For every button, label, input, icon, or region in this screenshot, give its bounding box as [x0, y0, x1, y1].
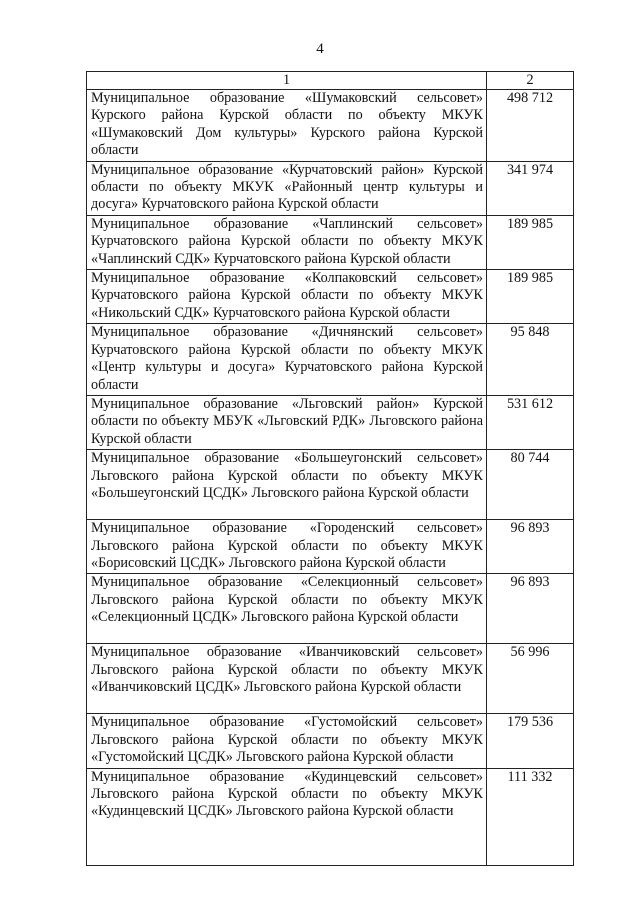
row-amount: 179 536: [487, 714, 574, 768]
column-header-description: 1: [87, 72, 487, 90]
row-amount: 56 996: [487, 644, 574, 714]
row-amount: 80 744: [487, 450, 574, 520]
row-amount: 96 893: [487, 574, 574, 644]
row-description: Муниципальное образование «Кудинцевский сельсовет» Льговского района Курской области по объекту МКУК «Кудинцевский ЦСДК» Льговского района Курской области: [87, 768, 487, 865]
row-amount: 189 985: [487, 215, 574, 269]
table-row: [87, 395, 574, 449]
row-description: Муниципальное образование «Шумаковский сельсовет» Курского района Курской области по объекту МКУК «Шумаковский Дом культуры» Курского района Курской области: [87, 90, 487, 162]
table-row: [87, 270, 574, 324]
table-row: [87, 450, 574, 520]
row-description: Муниципальное образование «Дичнянский сельсовет» Курчатовского района Курской области по объекту МКУК «Центр культуры и досуга» Курчатовского района Курской области: [87, 324, 487, 396]
row-amount: 498 712: [487, 90, 574, 162]
table-header-row: [87, 72, 574, 90]
page-number: 4: [316, 41, 324, 57]
row-description: Муниципальное образование «Большеугонский сельсовет» Льговского района Курской области по объекту МКУК «Большеугонский ЦСДК» Льговского района Курской области: [87, 450, 487, 520]
table-row: [87, 644, 574, 714]
row-description: Муниципальное образование «Колпаковский сельсовет» Курчатовского района Курской области по объекту МКУК «Никольский СДК» Курчатовского района Курской области: [87, 270, 487, 324]
row-description: Муниципальное образование «Густомойский сельсовет» Льговского района Курской области по объекту МКУК «Густомойский ЦСДК» Льговского района Курской области: [87, 714, 487, 768]
funding-table: [86, 71, 574, 866]
row-description: Муниципальное образование «Чаплинский сельсовет» Курчатовского района Курской области по объекту МКУК «Чаплинский СДК» Курчатовского района Курской области: [87, 215, 487, 269]
table-row: [87, 520, 574, 574]
table-row: [87, 714, 574, 768]
row-amount: 531 612: [487, 395, 574, 449]
row-description: Муниципальное образование «Городенский сельсовет» Льговского района Курской области по объекту МКУК «Борисовский ЦСДК» Льговского района Курской области: [87, 520, 487, 574]
column-header-amount: 2: [487, 72, 574, 90]
row-amount: 341 974: [487, 161, 574, 215]
table-row: [87, 324, 574, 396]
table-row: [87, 161, 574, 215]
row-amount: 111 332: [487, 768, 574, 865]
table-row: [87, 215, 574, 269]
table-row: [87, 90, 574, 162]
row-description: Муниципальное образование «Иванчиковский сельсовет» Льговского района Курской области по объекту МКУК «Иванчиковский ЦСДК» Льговского района Курской области: [87, 644, 487, 714]
row-amount: 96 893: [487, 520, 574, 574]
table-row: [87, 574, 574, 644]
row-amount: 189 985: [487, 270, 574, 324]
row-description: Муниципальное образование «Льговский район» Курской области по объекту МБУК «Льговский РДК» Льговского района Курской области: [87, 395, 487, 449]
row-amount: 95 848: [487, 324, 574, 396]
table-row: [87, 768, 574, 865]
row-description: Муниципальное образование «Курчатовский район» Курской области по объекту МКУК «Районный центр культуры и досуга» Курчатовского района Курской области: [87, 161, 487, 215]
row-description: Муниципальное образование «Селекционный сельсовет» Льговского района Курской области по объекту МКУК «Селекционный ЦСДК» Льговского района Курской области: [87, 574, 487, 644]
